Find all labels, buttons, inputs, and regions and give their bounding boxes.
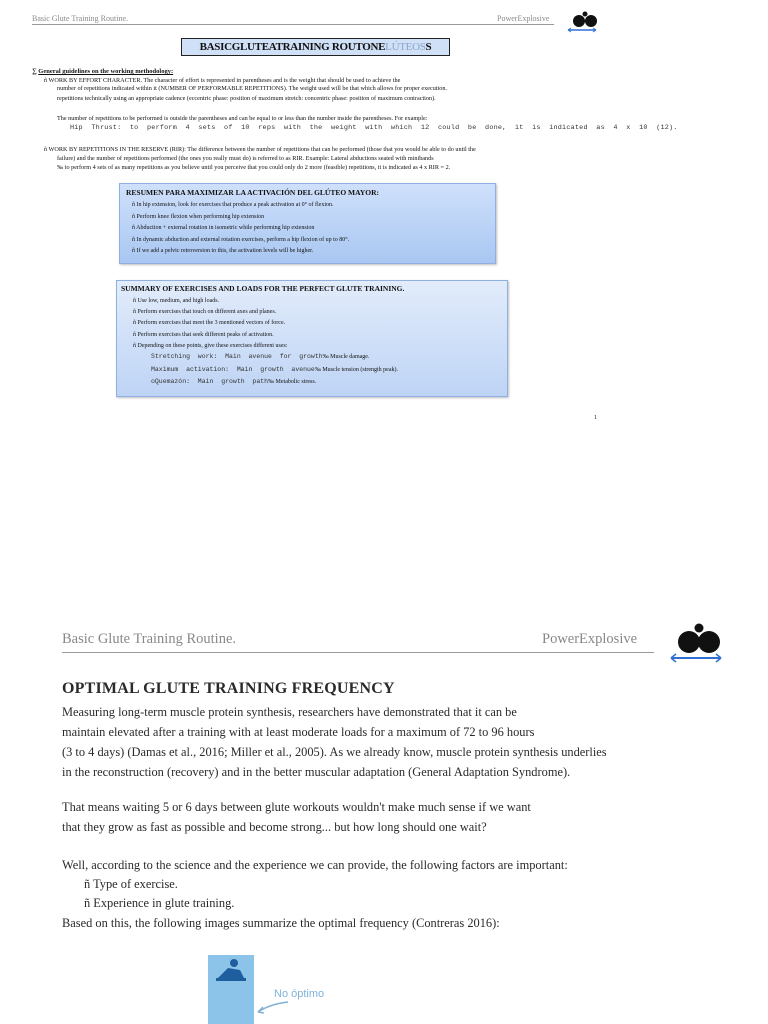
use-item — [151, 364, 398, 377]
paragraph-line: That means waiting 5 or 6 days between glute workouts wouldn't make much sense if we want — [62, 800, 531, 814]
guidelines-heading-text: General guidelines on the working methodology: — [38, 68, 174, 75]
paragraph-line: that they grow as fast as possible and become strong... but how long should one wait? — [62, 820, 487, 834]
page-number: 1 — [594, 415, 597, 421]
paragraph-line: Measuring long-term muscle protein synthesis, researchers have demonstrated that it can be — [62, 705, 517, 719]
paragraph-3: Well, according to the science and the experience we can provide, the following factors are important: — [62, 858, 568, 872]
exercises-summary-list — [133, 296, 288, 352]
list-item: ñ In dynamic abduction and external rotation exercises, perform a hip flexion of up to 80°. — [132, 236, 350, 243]
exercises-summary-box — [116, 280, 508, 397]
list-item: ñ Use low, medium, and high loads. — [133, 298, 220, 304]
guidelines-bullet: ∑ — [32, 68, 37, 75]
page2-header-title: Basic Glute Training Routine. — [62, 631, 236, 647]
use-item-effect: ‰ Muscle damage. — [322, 354, 370, 360]
list-item: ñ In hip extension, look for exercises that produce a peak activation at 0° of flexion. — [132, 202, 334, 208]
use-item-effect: ‰ Muscle tension (strength peak). — [314, 366, 398, 373]
use-item-label: oQuemazón: Main growth path — [151, 378, 269, 385]
athlete-icon — [214, 958, 248, 984]
list-item: ñ Perform exercises that seek different peaks of activation. — [133, 331, 274, 338]
list-item: ñ If we add a pelvic retroversion to this, the activation levels will be higher. — [132, 248, 314, 254]
page1-title-faded: LÚTEOS — [385, 41, 426, 53]
effort-line-3: repetitions technically using an appropriate cadence (eccentric phase: position of maximum stretch: concentric phase: position of maximum contraction). — [57, 95, 436, 102]
list-item: ñ Perform exercises that meet the 3 mentioned vectors of force. — [133, 320, 286, 327]
use-item-label: Maximum activation: Main growth avenue — [151, 365, 315, 373]
paragraph-2 — [62, 797, 662, 837]
powerexplosive-logo-icon — [665, 620, 725, 666]
page1-title-main: BASICGLUTEATRAINING ROUTONE — [199, 41, 386, 53]
paragraph-line: (3 to 4 days) (Damas et al., 2016; Miller et al., 2005). As we already know, muscle protein synthesis underlies — [62, 745, 607, 759]
activation-summary-title: RESUMEN PARA MAXIMIZAR LA ACTIVACIÓN DEL GLÚTEO MAYOR: — [126, 188, 380, 197]
list-item: ñ Perform knee flexion when performing hip extension — [132, 213, 265, 220]
effort-line-2: number of repetitions indicated within it (NUMBER OF PERFORMABLE REPETITIONS). The weight used will be that which allows for proper execution. — [57, 85, 447, 92]
paragraph-line: in the reconstruction (recovery) and in the better muscular adaptation (General Adaptation Syndrome). — [62, 765, 571, 779]
outside-parentheses-line: The number of repetitions to be performed is outside the parentheses and can be equal to or less than the number inside the parentheses. For example: — [57, 115, 428, 122]
use-item — [151, 376, 398, 389]
page1-title-end: S — [425, 41, 432, 53]
list-item: ñ Perform exercises that touch on different axes and planes. — [133, 309, 277, 316]
use-item — [151, 351, 398, 364]
page1-header-title: Basic Glute Training Routine. — [32, 14, 128, 23]
activation-summary-list — [132, 200, 349, 258]
page1-title — [181, 38, 450, 56]
figure-label-not-optimal: No óptimo — [274, 988, 325, 1000]
rir-line-3: ‰ to perform 4 sets of as many repetitions as you believe until you perceive that you could only do 2 more (feasible) repetitions, it is indicated as 4 x RIR = 2. — [57, 164, 451, 171]
activation-summary-box — [119, 183, 496, 264]
rir-line-2: failure) and the number of repetitions performed (the ones you really must do) is referred to as RIR. Example: Lateral abductions seated with minibands — [57, 155, 434, 162]
page1-header-brand: PowerExplosive — [497, 14, 550, 23]
effort-line-1: ñ WORK BY EFFORT CHARACTER. The character of effort is represented in parentheses and is the weight that should be used to achieve the — [44, 77, 401, 84]
factor-item: ñ Experience in glute training. — [84, 896, 235, 910]
paragraph-4: Based on this, the following images summarize the optimal frequency (Contreras 2016): — [62, 916, 500, 930]
paragraph-1 — [62, 702, 662, 782]
factor-item: ñ Type of exercise. — [84, 877, 178, 891]
powerexplosive-logo-icon — [565, 10, 599, 34]
paragraph-line: maintain elevated after a training with at least moderate loads for a maximum of 72 to 96 hours — [62, 725, 535, 739]
page1-header-rule — [32, 24, 554, 25]
use-item-effect: ‰ Metabolic stress. — [268, 379, 317, 385]
list-item: ñ Abduction + external rotation in isometric while performing hip extension — [132, 225, 315, 231]
page2-header-rule — [62, 652, 654, 653]
example-line: Hip Thrust: to perform 4 sets of 10 reps with the weight with which 12 could be done, it is indicated as 4 x 10 (12). — [70, 124, 678, 132]
page2-header-brand: PowerExplosive — [542, 631, 638, 647]
exercises-summary-title: SUMMARY OF EXERCISES AND LOADS FOR THE PERFECT GLUTE TRAINING. — [121, 284, 405, 293]
list-item: ñ Depending on these points, give these exercises different uses: — [133, 342, 288, 349]
frequency-heading: OPTIMAL GLUTE TRAINING FREQUENCY — [62, 680, 395, 697]
guidelines-heading — [32, 68, 173, 75]
exercise-uses-list — [151, 351, 398, 389]
arrow-icon — [250, 998, 290, 1018]
rir-line-1: ñ WORK BY REPETITIONS IN THE RESERVE (RIR): The difference between the number of repetitions that can be performed (those that you would be able to do until the — [44, 146, 476, 153]
use-item-label: Stretching work: Main avenue for growth — [151, 353, 323, 360]
